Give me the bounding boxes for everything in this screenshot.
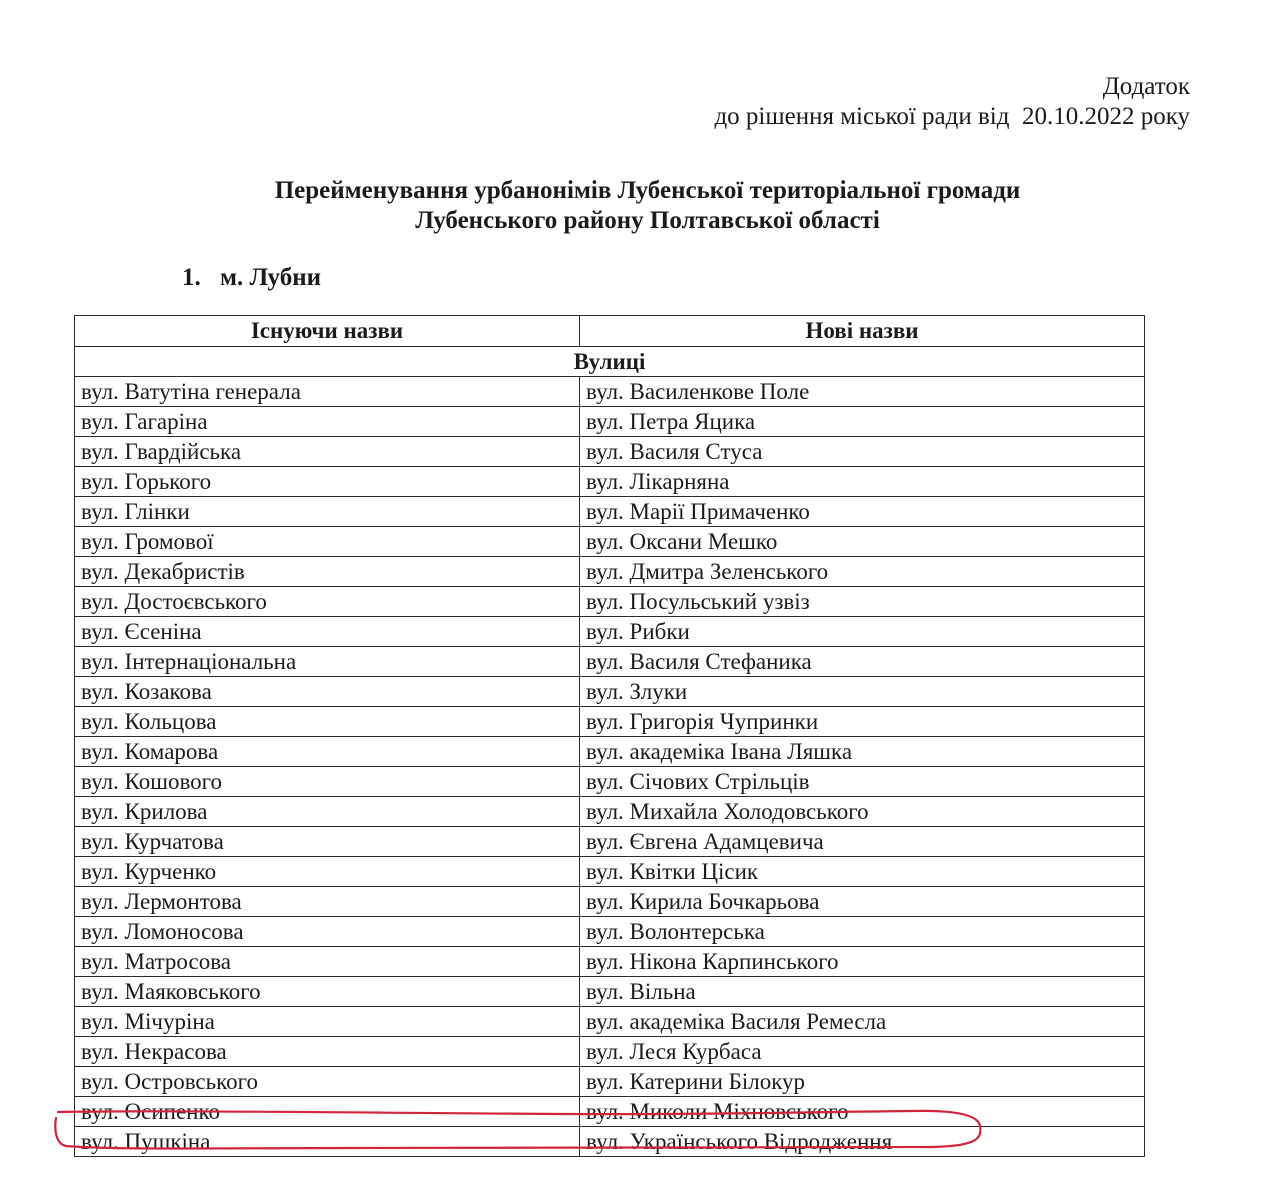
annex-subtitle: до рішення міської ради від 20.10.2022 року <box>714 103 1190 130</box>
new-name-cell: вул. Вільна <box>580 977 1145 1007</box>
header-existing-names: Існуючи назви <box>75 316 580 347</box>
existing-name-cell: вул. Громової <box>75 527 580 557</box>
existing-name-cell: вул. Глінки <box>75 497 580 527</box>
section-number: 1. <box>182 264 201 291</box>
existing-name-cell: вул. Осипенко <box>75 1097 580 1127</box>
table-row <box>75 947 1145 977</box>
table-row <box>75 377 1145 407</box>
new-name-cell: вул. Миколи Міхновського <box>580 1097 1145 1127</box>
table-row <box>75 467 1145 497</box>
existing-name-cell: вул. Декабристів <box>75 557 580 587</box>
table-row <box>75 407 1145 437</box>
annex-header <box>714 72 1190 132</box>
table-row <box>75 827 1145 857</box>
existing-name-cell: вул. Матросова <box>75 947 580 977</box>
existing-name-cell: вул. Мічуріна <box>75 1007 580 1037</box>
existing-name-cell: вул. Лермонтова <box>75 887 580 917</box>
existing-name-cell: вул. Інтернаціональна <box>75 647 580 677</box>
existing-name-cell: вул. Маяковського <box>75 977 580 1007</box>
existing-name-cell: вул. Комарова <box>75 737 580 767</box>
title-line-1: Перейменування урбанонімів Лубенської територіальної громади <box>274 177 1021 204</box>
new-name-cell: вул. Квітки Цісик <box>580 857 1145 887</box>
section-name: м. Лубни <box>220 264 322 291</box>
existing-name-cell: вул. Горького <box>75 467 580 497</box>
table-row <box>75 617 1145 647</box>
table-row <box>75 437 1145 467</box>
new-name-cell: вул. Василя Стуса <box>580 437 1145 467</box>
table-row <box>75 527 1145 557</box>
title-line-2: Лубенського району Полтавської області <box>415 207 880 234</box>
table-row <box>75 887 1145 917</box>
new-name-cell: вул. Рибки <box>580 617 1145 647</box>
table-row <box>75 767 1145 797</box>
table-row <box>75 587 1145 617</box>
table-row <box>75 707 1145 737</box>
new-name-cell: вул. Кирила Бочкарьова <box>580 887 1145 917</box>
existing-name-cell: вул. Некрасова <box>75 1037 580 1067</box>
existing-name-cell: вул. Островського <box>75 1067 580 1097</box>
table-row <box>75 797 1145 827</box>
new-name-cell: вул. Марії Примаченко <box>580 497 1145 527</box>
table-row <box>75 647 1145 677</box>
existing-name-cell: вул. Ватутіна генерала <box>75 377 580 407</box>
section-heading <box>182 264 321 292</box>
existing-name-cell: вул. Гвардійська <box>75 437 580 467</box>
table-row <box>75 1067 1145 1097</box>
new-name-cell: вул. Євгена Адамцевича <box>580 827 1145 857</box>
new-name-cell: вул. Нікона Карпинського <box>580 947 1145 977</box>
new-name-cell: вул. Дмитра Зеленського <box>580 557 1145 587</box>
new-name-cell: вул. Лікарняна <box>580 467 1145 497</box>
annex-title: Додаток <box>1102 73 1190 100</box>
header-new-names: Нові назви <box>580 316 1145 347</box>
table-row <box>75 1037 1145 1067</box>
table-row <box>75 917 1145 947</box>
new-name-cell: вул. Катерини Білокур <box>580 1067 1145 1097</box>
new-name-cell: вул. Василенкове Поле <box>580 377 1145 407</box>
renaming-table <box>74 315 1145 1157</box>
table-row <box>75 977 1145 1007</box>
new-name-cell: вул. Злуки <box>580 677 1145 707</box>
table-row <box>75 1097 1145 1127</box>
existing-name-cell: вул. Достоєвського <box>75 587 580 617</box>
table-row <box>75 737 1145 767</box>
table-row <box>75 857 1145 887</box>
new-name-cell: вул. Волонтерська <box>580 917 1145 947</box>
table-row <box>75 1127 1145 1157</box>
existing-name-cell: вул. Козакова <box>75 677 580 707</box>
new-name-cell: вул. Січових Стрільців <box>580 767 1145 797</box>
new-name-cell: вул. Михайла Холодовського <box>580 797 1145 827</box>
new-name-cell: вул. Оксани Мешко <box>580 527 1145 557</box>
existing-name-cell: вул. Курчатова <box>75 827 580 857</box>
table-header-row <box>75 316 1145 347</box>
existing-name-cell: вул. Кошового <box>75 767 580 797</box>
existing-name-cell: вул. Кольцова <box>75 707 580 737</box>
group-label: Вулиці <box>75 347 1145 377</box>
new-name-cell: вул. академіка Василя Ремесла <box>580 1007 1145 1037</box>
table-row <box>75 497 1145 527</box>
new-name-cell: вул. Леся Курбаса <box>580 1037 1145 1067</box>
existing-name-cell: вул. Гагаріна <box>75 407 580 437</box>
new-name-cell: вул. Петра Яцика <box>580 407 1145 437</box>
table-row <box>75 677 1145 707</box>
table-row <box>75 557 1145 587</box>
existing-name-cell: вул. Ломоносова <box>75 917 580 947</box>
new-name-cell: вул. Посульський узвіз <box>580 587 1145 617</box>
document-title <box>0 176 1280 236</box>
new-name-cell: вул. Українського Відродження <box>580 1127 1145 1157</box>
existing-name-cell: вул. Крилова <box>75 797 580 827</box>
new-name-cell: вул. Василя Стефаника <box>580 647 1145 677</box>
existing-name-cell: вул. Курченко <box>75 857 580 887</box>
existing-name-cell: вул. Єсеніна <box>75 617 580 647</box>
existing-name-cell: вул. Пушкіна <box>75 1127 580 1157</box>
table-row <box>75 1007 1145 1037</box>
new-name-cell: вул. академіка Івана Ляшка <box>580 737 1145 767</box>
group-row <box>75 347 1145 377</box>
new-name-cell: вул. Григорія Чупринки <box>580 707 1145 737</box>
